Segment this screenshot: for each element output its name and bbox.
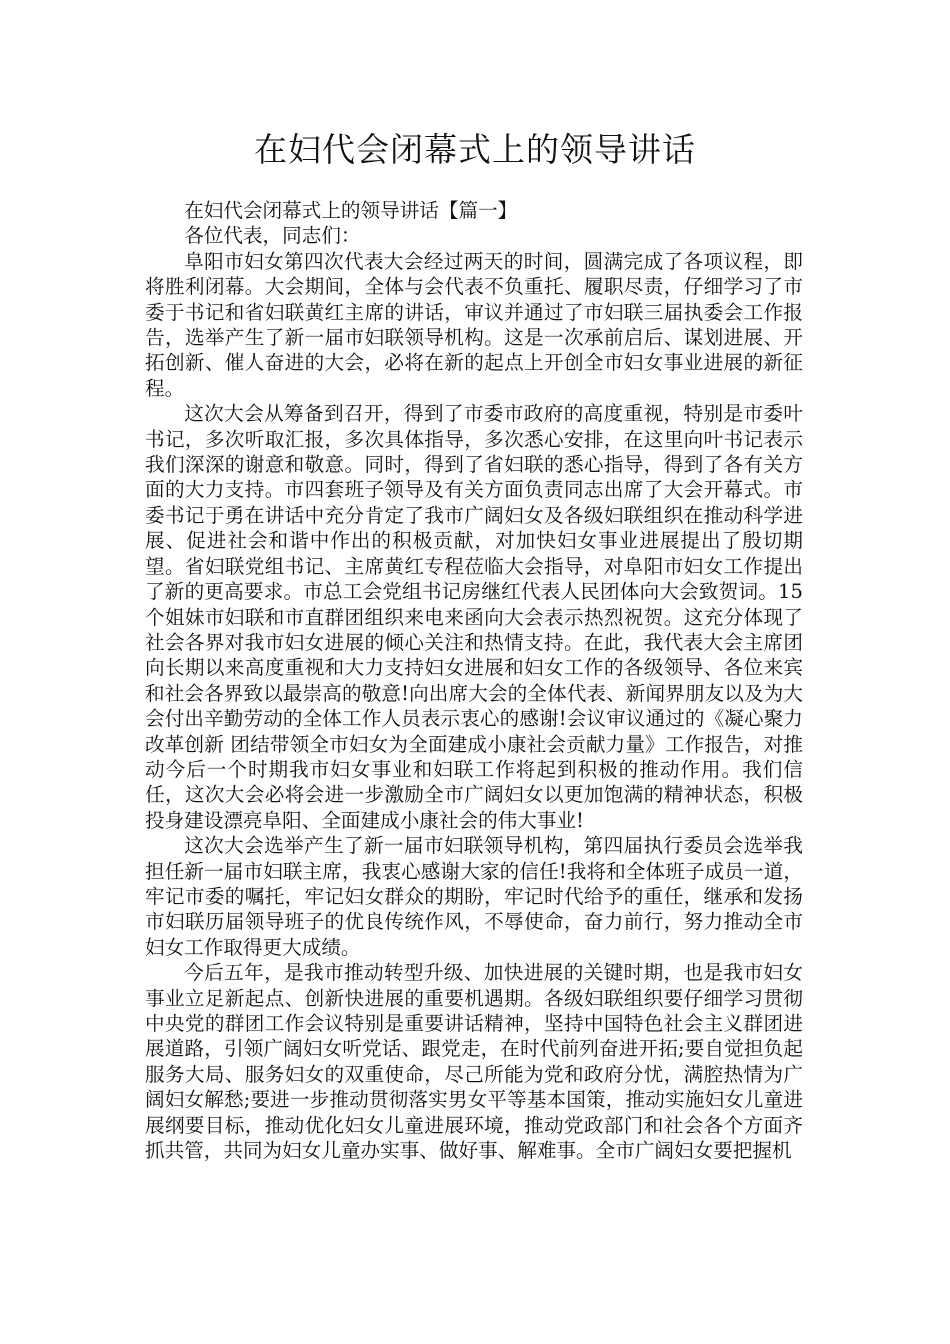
paragraph: 这次大会选举产生了新一届市妇联领导机构，第四届执行委员会选举我担任新一届市妇联主席，我衷心感谢大家的信任!我将和全体班子成员一道，牢记市委的嘱托，牢记妇女群众的期盼，牢记时代给予的重任，继承和发扬市妇联历届领导班子的优良传统作风，不辱使命，奋力前行，努力推动全市妇女工作取得更大成绩。 bbox=[145, 834, 803, 959]
salutation: 各位代表，同志们： bbox=[184, 224, 361, 248]
paragraph: 阜阳市妇女第四次代表大会经过两天的时间，圆满完成了各项议程，即将胜利闭幕。大会期间，全体与会代表不负重托、履职尽责，仔细学习了市委于书记和省妇联黄红主席的讲话，审议并通过了市妇联三届执委会工作报告，选举产生了新一届市妇联领导机构。这是一次承前启后、谋划进展、开拓创新、催人奋进的大会，必将在新的起点上开创全市妇女事业进展的新征程。 bbox=[145, 249, 803, 400]
section-heading: 在妇代会闭幕式上的领导讲话【篇一】 bbox=[184, 199, 518, 222]
document-title: 在妇代会闭幕式上的领导讲话 bbox=[254, 130, 696, 169]
paragraph: 今后五年，是我市推动转型升级、加快进展的关键时期，也是我市妇女事业立足新起点、创新快进展的重要机遇期。各级妇联组织要仔细学习贯彻中央党的群团工作会议特别是重要讲话精神，坚持中国特色社会主义群团进展道路，引领广阔妇女听党话、跟党走，在时代前列奋进开拓;要自觉担负起服务大局、服务妇女的双重使命，尽己所能为党和政府分忧，满腔热情为广阔妇女解愁;要进一步推动贯彻落实男女平等基本国策，推动实施妇女儿童进展纲要目标，推动优化妇女儿童进展环境，推动党政部门和社会各个方面齐抓共管，共同为妇女儿童办实事、做好事、解难事。全市广阔妇女要把握机 bbox=[145, 961, 803, 1163]
document-body bbox=[145, 198, 803, 1163]
paragraph: 这次大会从筹备到召开，得到了市委市政府的高度重视，特别是市委叶书记，多次听取汇报，多次具体指导，多次悉心安排，在这里向叶书记表示我们深深的谢意和敬意。同时，得到了省妇联的悉心指导，得到了各有关方面的大力支持。市四套班子领导及有关方面负责同志出席了大会开幕式。市委书记于勇在讲话中充分肯定了我市广阔妇女及各级妇联组织在推动科学进展、促进社会和谐中作出的积极贡献，对加快妇女事业进展提出了殷切期望。省妇联党组书记、主席黄红专程莅临大会指导，对阜阳市妇女工作提出了新的更高要求。市总工会党组书记房继红代表人民团体向大会致贺词。15个姐妹市妇联和市直群团组织来电来函向大会表示热烈祝贺。这充分体现了社会各界对我市妇女进展的倾心关注和热情支持。在此，我代表大会主席团向长期以来高度重视和大力支持妇女进展和妇女工作的各级领导、各位来宾和社会各界致以最崇高的敬意!向出席大会的全体代表、新闻界朋友以及为大会付出辛勤劳动的全体工作人员表示衷心的感谢!会议审议通过的《凝心聚力 改革创新 团结带领全市妇女为全面建成小康社会贡献力量》工作报告，对推动今后一个时期我市妇女事业和妇联工作将起到积极的推动作用。我们信任，这次大会必将会进一步激励全市广阔妇女以更加饱满的精神状态，积极投身建设漂亮阜阳、全面建成小康社会的伟大事业! bbox=[145, 402, 803, 832]
